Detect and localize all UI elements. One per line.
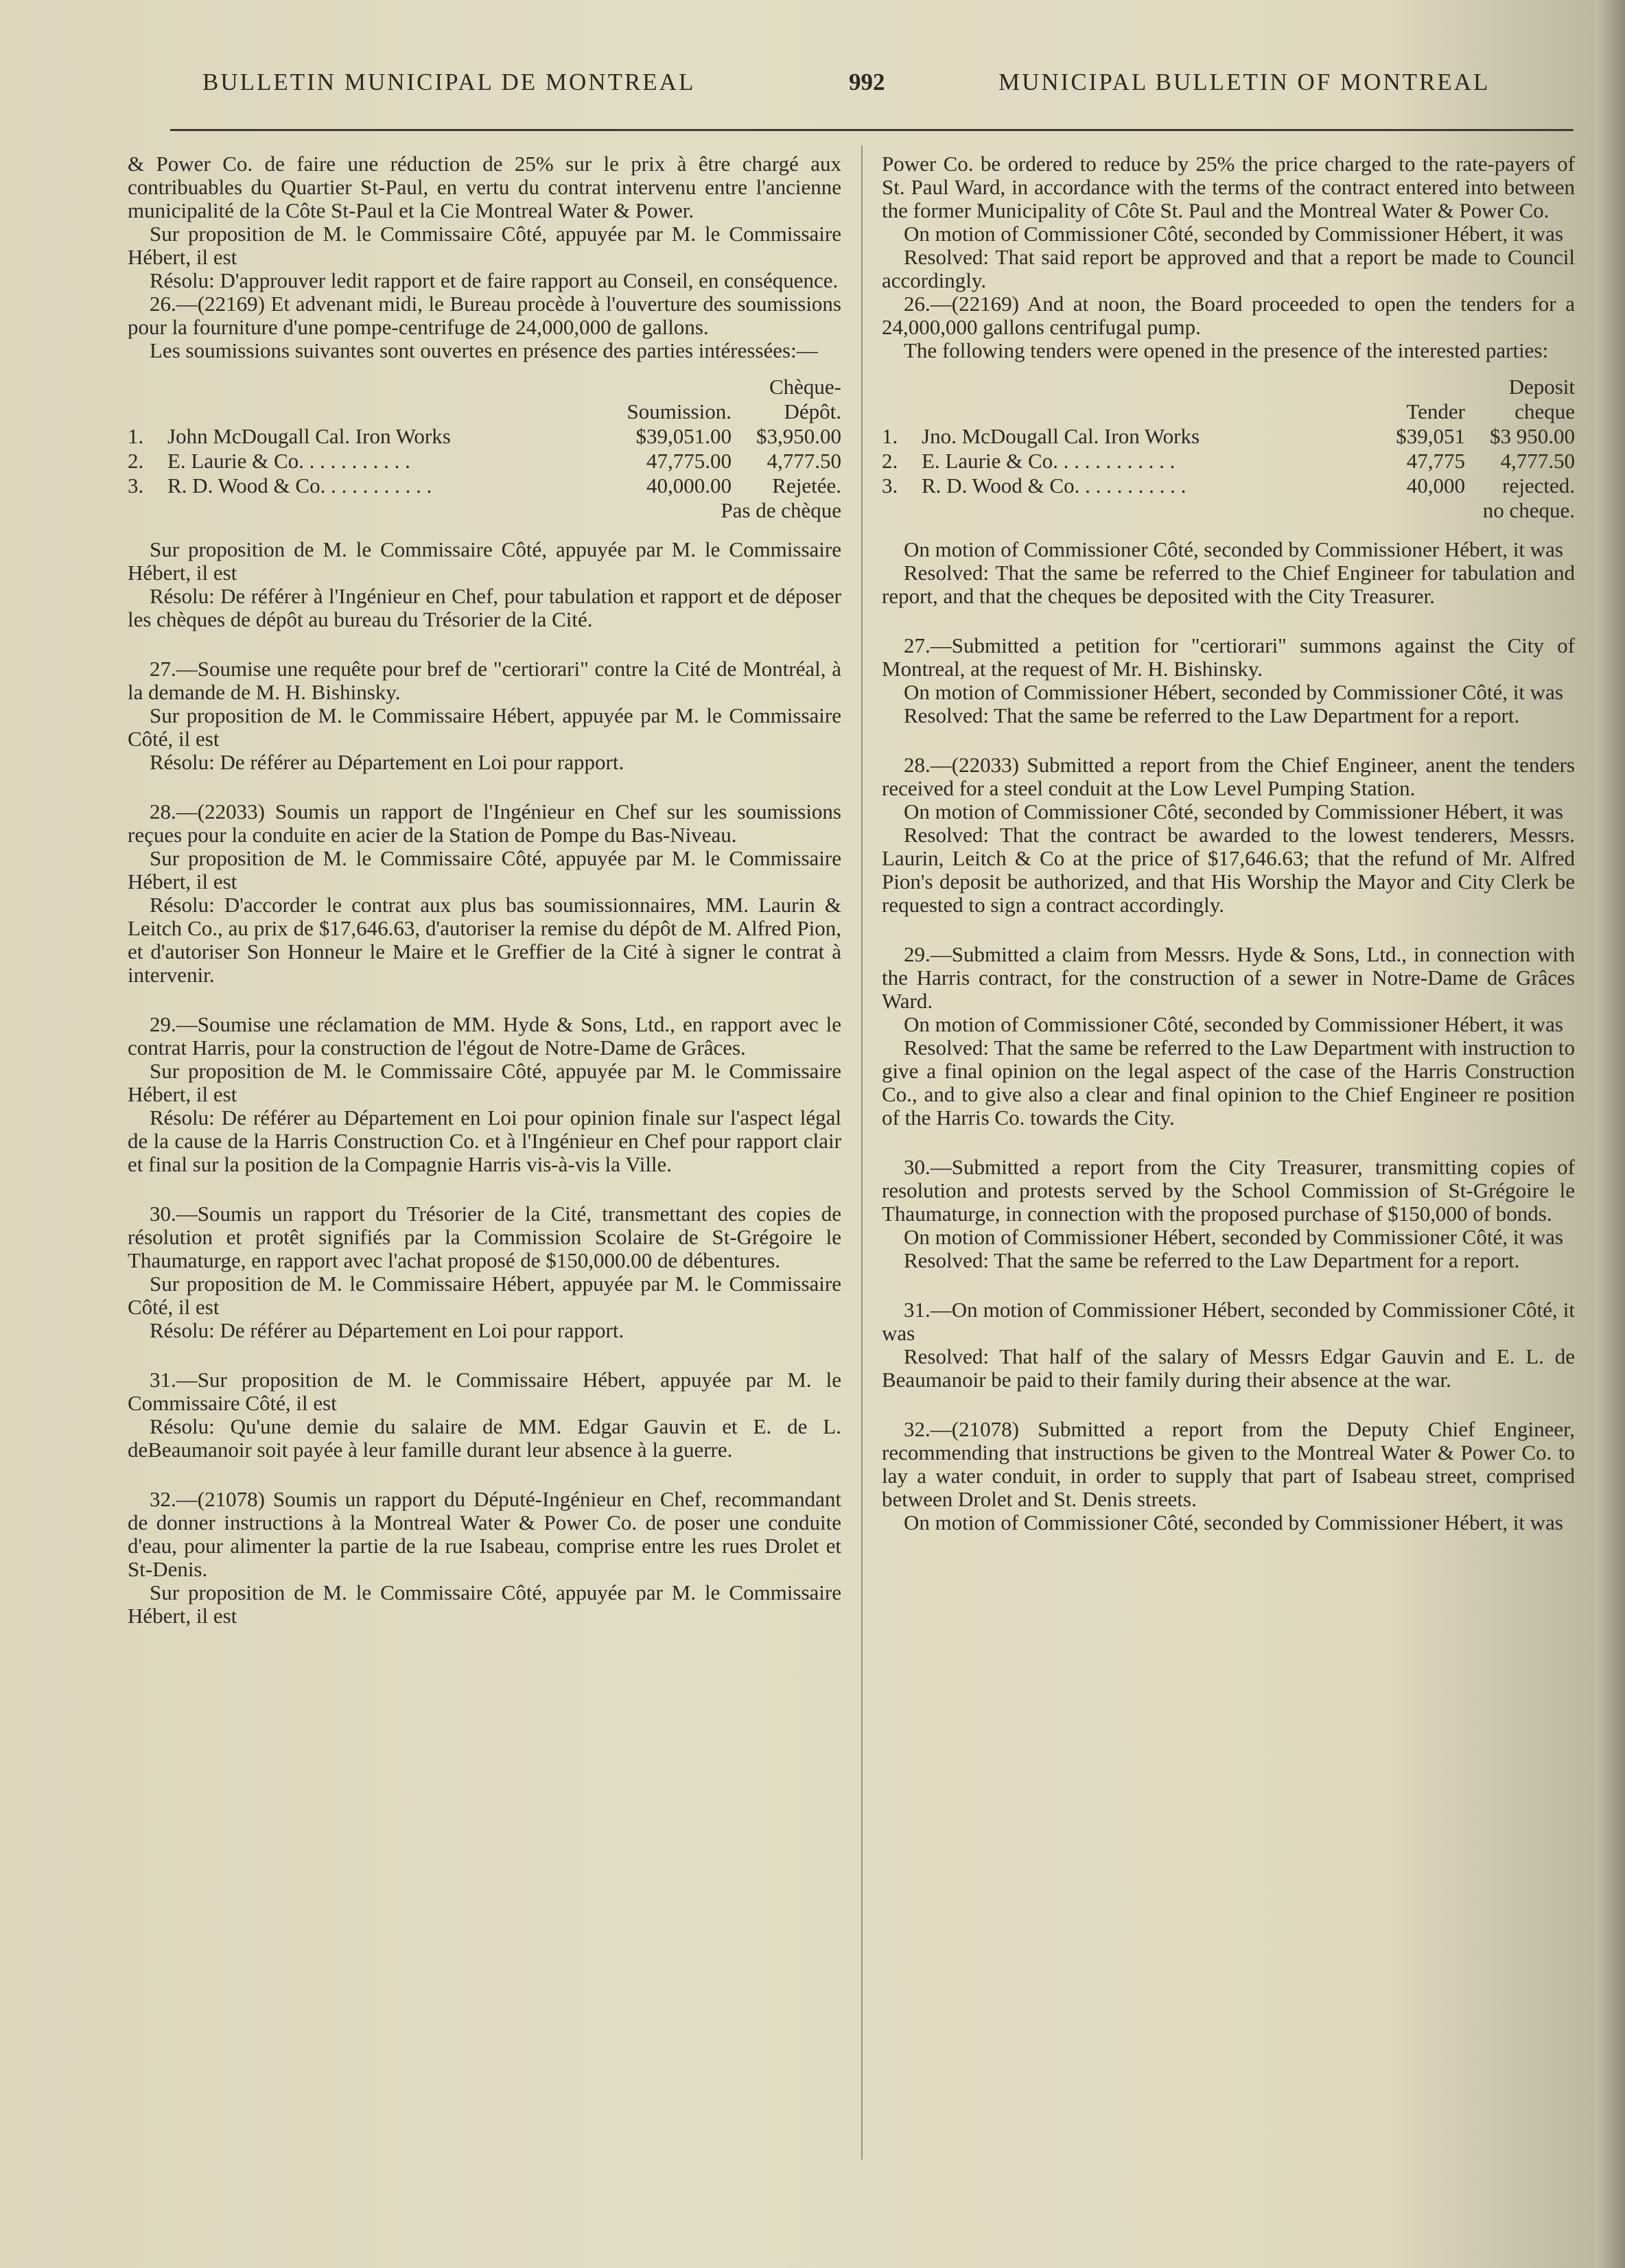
header-french-title: BULLETIN MUNICIPAL DE MONTREAL bbox=[202, 69, 696, 95]
tender-amount: $39,051.00 bbox=[635, 424, 732, 448]
english-column bbox=[882, 152, 1575, 1534]
column-divider bbox=[861, 145, 863, 2160]
table-header-row bbox=[882, 375, 1575, 399]
tender-amount: 47,775 bbox=[1406, 449, 1465, 473]
row-number: 1. bbox=[882, 424, 898, 448]
paragraph: & Power Co. de faire une réduction de 25% sur le prix à être chargé aux contribuables du Quartier St-Paul, en vertu du contrat intervenu entre l'ancienne municipalité de la Côte St-Paul et la Cie Montreal Water & Power. bbox=[128, 152, 841, 222]
motion-paragraph: On motion of Commissioner Côté, seconded by Commissioner Hébert, it was bbox=[904, 1510, 1563, 1534]
page-spine-shadow bbox=[1595, 0, 1625, 2268]
item-27-paragraph: 27.—Submitted a petition for "certiorari" summons against the City of Montreal, at the request of Mr. H. Bishinsky. bbox=[882, 633, 1575, 681]
deposit-amount: rejected. bbox=[1502, 474, 1575, 498]
bidder-name: R. D. Wood & Co. . . . . . . . . . . bbox=[922, 474, 1186, 498]
motion-paragraph: Sur proposition de M. le Commissaire Côté, appuyée par M. le Commissaire Hébert, il est bbox=[128, 537, 841, 585]
resolution-paragraph: Resolved: That said report be approved and that a report be made to Council accordingly. bbox=[882, 245, 1575, 292]
table-note-row bbox=[128, 498, 841, 523]
table-header-row bbox=[128, 399, 841, 424]
motion-paragraph: Sur proposition de M. le Commissaire Côté, appuyée par M. le Commissaire Hébert, il est bbox=[128, 846, 841, 893]
motion-paragraph: On motion of Commissioner Hébert, seconded by Commissioner Côté, it was bbox=[904, 1225, 1563, 1249]
column-header-tender: Tender bbox=[1406, 399, 1465, 423]
table-row bbox=[882, 424, 1575, 449]
resolution-paragraph: Resolved: That the same be referred to the Law Department for a report. bbox=[904, 703, 1520, 727]
table-note-row bbox=[882, 498, 1575, 523]
motion-paragraph: On motion of Commissioner Côté, seconded by Commissioner Hébert, it was bbox=[904, 222, 1563, 246]
motion-paragraph: On motion of Commissioner Côté, seconded by Commissioner Hébert, it was bbox=[904, 537, 1563, 561]
motion-paragraph: On motion of Commissioner Hébert, seconded by Commissioner Côté, it was bbox=[904, 680, 1563, 704]
resolution-paragraph: Résolu: Qu'une demie du salaire de MM. Edgar Gauvin et E. de L. deBeaumanoir soit payée à leur famille durant leur absence à la guerre. bbox=[128, 1414, 841, 1462]
motion-paragraph: Sur proposition de M. le Commissaire Hébert, appuyée par M. le Commissaire Côté, il est bbox=[128, 1272, 841, 1319]
header-rule bbox=[170, 129, 1574, 131]
column-header-tender: Soumission. bbox=[627, 399, 732, 423]
motion-paragraph: On motion of Commissioner Côté, seconded by Commissioner Hébert, it was bbox=[904, 799, 1563, 823]
resolution-paragraph: Resolved: That half of the salary of Messrs Edgar Gauvin and E. L. de Beaumanoir be paid to their family during their absence at the war. bbox=[882, 1344, 1575, 1392]
item-32-paragraph: 32.—(21078) Soumis un rapport du Député-Ingénieur en Chef, recommandant de donner instructions à la Montreal Water & Power Co. de poser une conduite d'eau, pour alimenter la partie de la rue Isabeau, comprise entre les rues Drolet et St-Denis. bbox=[128, 1487, 841, 1581]
tender-amount: 40,000.00 bbox=[646, 474, 732, 498]
resolution-paragraph: Résolu: D'approuver ledit rapport et de faire rapport au Conseil, en conséquence. bbox=[150, 268, 839, 292]
table-note: no cheque. bbox=[1482, 498, 1575, 522]
motion-paragraph: Sur proposition de M. le Commissaire Hébert, appuyée par M. le Commissaire Côté, il est bbox=[128, 703, 841, 751]
table-row bbox=[128, 474, 841, 498]
motion-paragraph: Sur proposition de M. le Commissaire Côté, appuyée par M. le Commissaire Hébert, il est bbox=[128, 222, 841, 269]
resolution-paragraph: Résolu: De référer à l'Ingénieur en Chef, pour tabulation et rapport et de déposer les chèques de dépôt au bureau du Trésorier de la Cité. bbox=[128, 584, 841, 631]
table-note: Pas de chèque bbox=[721, 498, 841, 522]
tenders-table bbox=[128, 375, 841, 523]
item-26-paragraph: 26.—(22169) And at noon, the Board proceeded to open the tenders for a 24,000,000 gallons centrifugal pump. bbox=[882, 292, 1575, 339]
bidder-name: John McDougall Cal. Iron Works bbox=[167, 424, 451, 448]
item-28-paragraph: 28.—(22033) Submitted a report from the Chief Engineer, anent the tenders received for a steel conduit at the Low Level Pumping Station. bbox=[882, 753, 1575, 800]
resolution-paragraph: Resolved: That the same be referred to the Law Department for a report. bbox=[904, 1248, 1520, 1272]
item-26-paragraph: 26.—(22169) Et advenant midi, le Bureau procède à l'ouverture des soumissions pour la fourniture d'une pompe-centrifuge de 24,000,000 de gallons. bbox=[128, 292, 841, 339]
french-column bbox=[128, 152, 841, 1628]
resolution-paragraph: Résolu: De référer au Département en Loi pour rapport. bbox=[150, 1318, 624, 1342]
column-header-deposit-line1: Deposit bbox=[1508, 375, 1575, 399]
paragraph: The following tenders were opened in the presence of the interested parties: bbox=[904, 338, 1549, 362]
table-row bbox=[882, 474, 1575, 498]
item-30-paragraph: 30.—Submitted a report from the City Treasurer, transmitting copies of resolution and protests served by the School Commission of St-Grégoire le Thaumaturge, in connection with the proposed purchase of $150,000 of bonds. bbox=[882, 1155, 1575, 1226]
deposit-amount: $3,950.00 bbox=[756, 424, 841, 448]
bidder-name: R. D. Wood & Co. . . . . . . . . . . bbox=[167, 474, 432, 498]
item-32-paragraph: 32.—(21078) Submitted a report from the Deputy Chief Engineer, recommending that instructions be given to the Montreal Water & Power Co. to lay a water conduit, in order to supply that part of Isabeau street, comprised between Drolet and St. Denis streets. bbox=[882, 1417, 1575, 1511]
row-number: 3. bbox=[128, 474, 144, 498]
table-row bbox=[128, 449, 841, 474]
motion-paragraph: Sur proposition de M. le Commissaire Côté, appuyée par M. le Commissaire Hébert, il est bbox=[128, 1059, 841, 1106]
item-27-paragraph: 27.—Soumise une requête pour bref de "certiorari" contre la Cité de Montréal, à la demande de M. H. Bishinsky. bbox=[128, 657, 841, 704]
resolution-paragraph: Résolu: D'accorder le contrat aux plus bas soumissionnaires, MM. Laurin & Leitch Co., au prix de $17,646.63, d'autoriser la remise du dépôt de M. Alfred Pion, et d'autoriser Son Honneur le Maire et le Greffier de la Cité à signer le contrat à intervenir. bbox=[128, 893, 841, 987]
paragraph: Power Co. be ordered to reduce by 25% the price charged to the rate-payers of St. Paul Ward, in accordance with the terms of the contract entered into between the former Municipality of Côte St. Paul and the Montreal Water & Power Co. bbox=[882, 152, 1575, 222]
motion-paragraph: Sur proposition de M. le Commissaire Côté, appuyée par M. le Commissaire Hébert, il est bbox=[128, 1580, 841, 1628]
resolution-paragraph: Résolu: De référer au Département en Loi pour opinion finale sur l'aspect légal de la cause de la Harris Construction Co. et à l'Ingénieur en Chef pour rapport clair et final sur la position de la Compagnie Harris vis-à-vis la Ville. bbox=[128, 1106, 841, 1176]
row-number: 1. bbox=[128, 424, 144, 448]
motion-paragraph: On motion of Commissioner Côté, seconded by Commissioner Hébert, it was bbox=[904, 1012, 1563, 1036]
resolution-paragraph: Resolved: That the same be referred to the Chief Engineer for tabulation and report, and that the cheques be deposited with the City Treasurer. bbox=[882, 561, 1575, 608]
table-row bbox=[128, 424, 841, 449]
column-header-deposit-line2: cheque bbox=[1515, 399, 1575, 423]
row-number: 2. bbox=[882, 449, 898, 473]
paragraph: Les soumissions suivantes sont ouvertes en présence des parties intéressées:— bbox=[150, 338, 818, 362]
deposit-amount: Rejetée. bbox=[772, 474, 841, 498]
bidder-name: E. Laurie & Co. . . . . . . . . . . bbox=[167, 449, 410, 473]
deposit-amount: 4,777.50 bbox=[767, 449, 841, 473]
header-english-title: MUNICIPAL BULLETIN OF MONTREAL bbox=[998, 69, 1490, 95]
resolution-paragraph: Resolved: That the same be referred to the Law Department with instruction to give a final opinion on the legal aspect of the case of the Harris Construction Co., and to give also a clear and final opinion to the Chief Engineer re position of the Harris Co. towards the City. bbox=[882, 1036, 1575, 1130]
bidder-name: E. Laurie & Co. . . . . . . . . . . . bbox=[922, 449, 1176, 473]
table-header-row bbox=[128, 375, 841, 399]
row-number: 3. bbox=[882, 474, 898, 498]
item-28-paragraph: 28.—(22033) Soumis un rapport de l'Ingénieur en Chef sur les soumissions reçues pour la conduite en acier de la Station de Pompe du Bas-Niveau. bbox=[128, 799, 841, 847]
tender-amount: 40,000 bbox=[1406, 474, 1465, 498]
item-29-paragraph: 29.—Soumise une réclamation de MM. Hyde & Sons, Ltd., en rapport avec le contrat Harris, pour la construction de l'égout de Notre-Dame de Grâces. bbox=[128, 1012, 841, 1060]
item-31-paragraph: 31.—On motion of Commissioner Hébert, seconded by Commissioner Côté, it was bbox=[882, 1298, 1575, 1345]
row-number: 2. bbox=[128, 449, 144, 473]
column-header-deposit-line2: Dépôt. bbox=[784, 399, 841, 423]
deposit-amount: $3 950.00 bbox=[1490, 424, 1575, 448]
item-30-paragraph: 30.—Soumis un rapport du Trésorier de la Cité, transmettant des copies de résolution et protêt signifiés par la Commission Scolaire de St-Grégoire le Thaumaturge, en rapport avec l'achat proposé de $150,000.00 de débentures. bbox=[128, 1202, 841, 1272]
table-row bbox=[882, 449, 1575, 474]
table-header-row bbox=[882, 399, 1575, 424]
page-number: 992 bbox=[849, 69, 885, 95]
item-29-paragraph: 29.—Submitted a claim from Messrs. Hyde & Sons, Ltd., in connection with the Harris contract, for the construction of a sewer in Notre-Dame de Grâces Ward. bbox=[882, 942, 1575, 1013]
resolution-paragraph: Resolved: That the contract be awarded to the lowest tenderers, Messrs. Laurin, Leitch & Co at the price of $17,646.63; that the refund of Mr. Alfred Pion's deposit be authorized, and that His Worship the Mayor and City Clerk be requested to sign a contract accordingly. bbox=[882, 823, 1575, 917]
column-header-deposit-line1: Chèque- bbox=[769, 375, 841, 399]
bidder-name: Jno. McDougall Cal. Iron Works bbox=[922, 424, 1200, 448]
resolution-paragraph: Résolu: De référer au Département en Loi pour rapport. bbox=[150, 750, 624, 774]
tender-amount: $39,051 bbox=[1396, 424, 1465, 448]
tenders-table bbox=[882, 375, 1575, 523]
deposit-amount: 4,777.50 bbox=[1500, 449, 1575, 473]
tender-amount: 47,775.00 bbox=[646, 449, 732, 473]
item-31-paragraph: 31.—Sur proposition de M. le Commissaire Hébert, appuyée par M. le Commissaire Côté, il est bbox=[128, 1368, 841, 1415]
